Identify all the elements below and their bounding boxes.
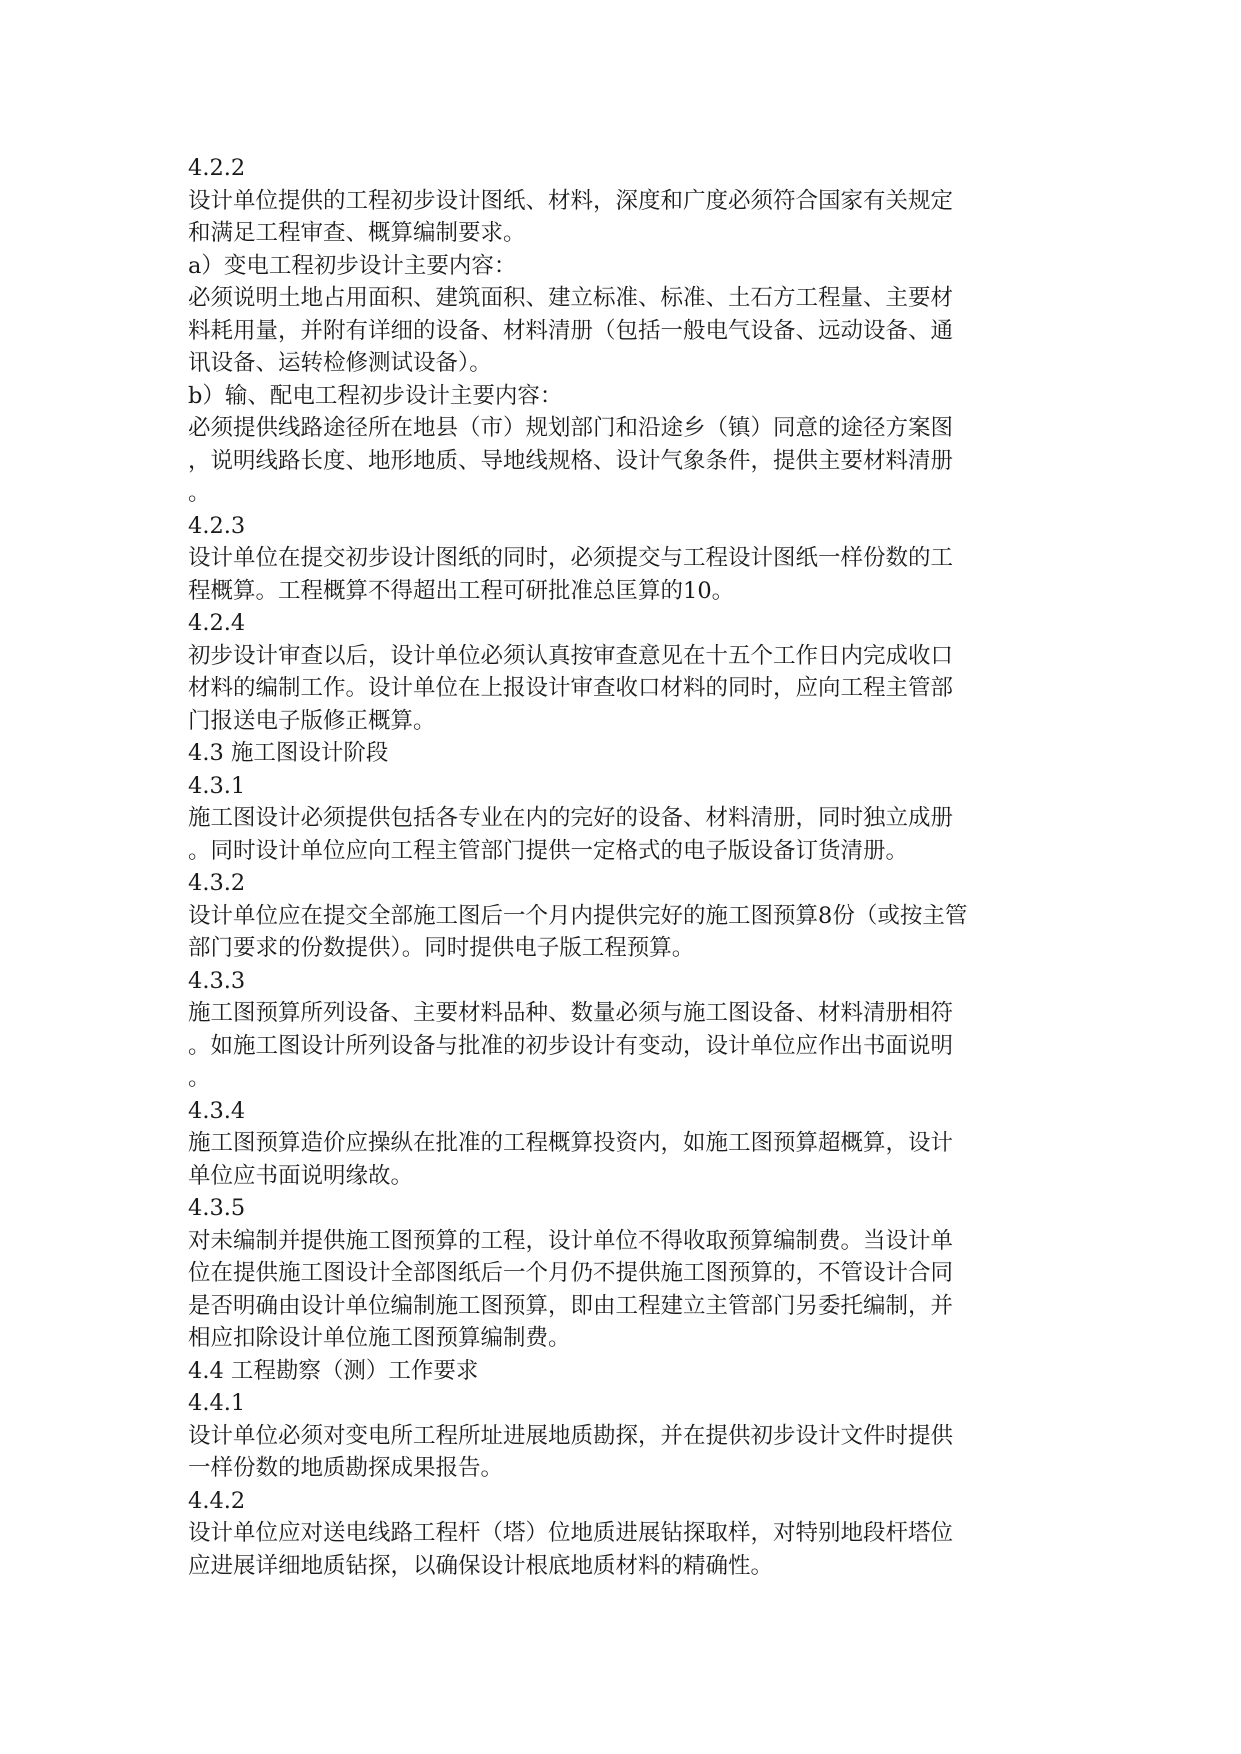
text-line: 和满足工程审查、概算编制要求。 <box>188 220 526 246</box>
text-line: 4.4.2 <box>188 1487 246 1514</box>
text-line: 。 <box>188 480 211 506</box>
text-line: 4.3.5 <box>188 1195 246 1221</box>
text-line: 4.2.2 <box>188 155 246 181</box>
text-line: 。 <box>188 1065 211 1091</box>
text-line: 必须说明土地占用面积、建筑面积、建立标准、标准、土石方工程量、主要材 <box>188 285 954 311</box>
text-line: 4.3.1 <box>188 772 246 799</box>
text-line: 施工图预算所列设备、主要材料品种、数量必须与施工图设备、材料清册相符 <box>188 1000 954 1026</box>
text-line: 4.3.3 <box>188 967 246 994</box>
text-line: 是否明确由设计单位编制施工图预算，即由工程建立主管部门另委托编制，并 <box>188 1292 954 1319</box>
text-line: b）输、配电工程初步设计主要内容： <box>188 382 563 409</box>
text-line: 材料的编制工作。设计单位在上报设计审查收口材料的同时，应向工程主管部 <box>188 675 954 701</box>
text-line: 门报送电子版修正概算。 <box>188 707 436 734</box>
text-line: 4.2.3 <box>188 512 246 539</box>
text-line: 料耗用量，并附有详细的设备、材料清册（包括一般电气设备、远动设备、通 <box>188 317 954 344</box>
text-line: 讯设备、运转检修测试设备）。 <box>188 350 492 376</box>
text-line: 设计单位提供的工程初步设计图纸、材料，深度和广度必须符合国家有关规定 <box>188 187 954 214</box>
text-line: 施工图设计必须提供包括各专业在内的完好的设备、材料清册，同时独立成册 <box>188 805 954 831</box>
text-line: 4.3.2 <box>188 870 246 896</box>
text-line: 初步设计审查以后，设计单位必须认真按审查意见在十五个工作日内完成收口 <box>188 642 954 669</box>
text-line: 单位应书面说明缘故。 <box>188 1162 414 1189</box>
text-line: ，说明线路长度、地形地质、导地线规格、设计气象条件，提供主要材料清册 <box>188 447 954 474</box>
text-line: 设计单位必须对变电所工程所址进展地质勘探，并在提供初步设计文件时提供 <box>188 1422 954 1449</box>
text-line: a）变电工程初步设计主要内容： <box>188 252 517 279</box>
text-line: 。如施工图设计所列设备与批准的初步设计有变动，设计单位应作出书面说明 <box>188 1032 954 1059</box>
document-body <box>188 152 1058 1582</box>
text-line: 对未编制并提供施工图预算的工程，设计单位不得收取预算编制费。当设计单 <box>188 1227 954 1254</box>
text-line: 设计单位应对送电线路工程杆（塔）位地质进展钻探取样，对特别地段杆塔位 <box>188 1520 954 1546</box>
text-line: 应进展详细地质钻探，以确保设计根底地质材料的精确性。 <box>188 1552 774 1579</box>
text-line: 程概算。工程概算不得超出工程可研批准总匡算的10。 <box>188 577 735 604</box>
text-line: 4.4.1 <box>188 1390 246 1416</box>
text-line: 4.3 施工图设计阶段 <box>188 740 389 766</box>
text-line: 4.2.4 <box>188 610 246 636</box>
text-line: 4.4 工程勘察（测）工作要求 <box>188 1357 479 1384</box>
text-line: 必须提供线路途径所在地县（市）规划部门和沿途乡（镇）同意的途径方案图 <box>188 415 954 441</box>
text-line: 施工图预算造价应操纵在批准的工程概算投资内，如施工图预算超概算，设计 <box>188 1130 954 1156</box>
text-line: 设计单位应在提交全部施工图后一个月内提供完好的施工图预算8份（或按主管 <box>188 902 968 929</box>
text-line: 部门要求的份数提供）。同时提供电子版工程预算。 <box>188 935 695 961</box>
text-line: 。同时设计单位应向工程主管部门提供一定格式的电子版设备订货清册。 <box>188 837 909 864</box>
text-line: 设计单位在提交初步设计图纸的同时，必须提交与工程设计图纸一样份数的工 <box>188 545 954 571</box>
text-line: 位在提供施工图设计全部图纸后一个月仍不提供施工图预算的，不管设计合同 <box>188 1260 954 1286</box>
text-line: 一样份数的地质勘探成果报告。 <box>188 1455 504 1481</box>
text-line: 4.3.4 <box>188 1097 246 1124</box>
text-line: 相应扣除设计单位施工图预算编制费。 <box>188 1325 571 1351</box>
